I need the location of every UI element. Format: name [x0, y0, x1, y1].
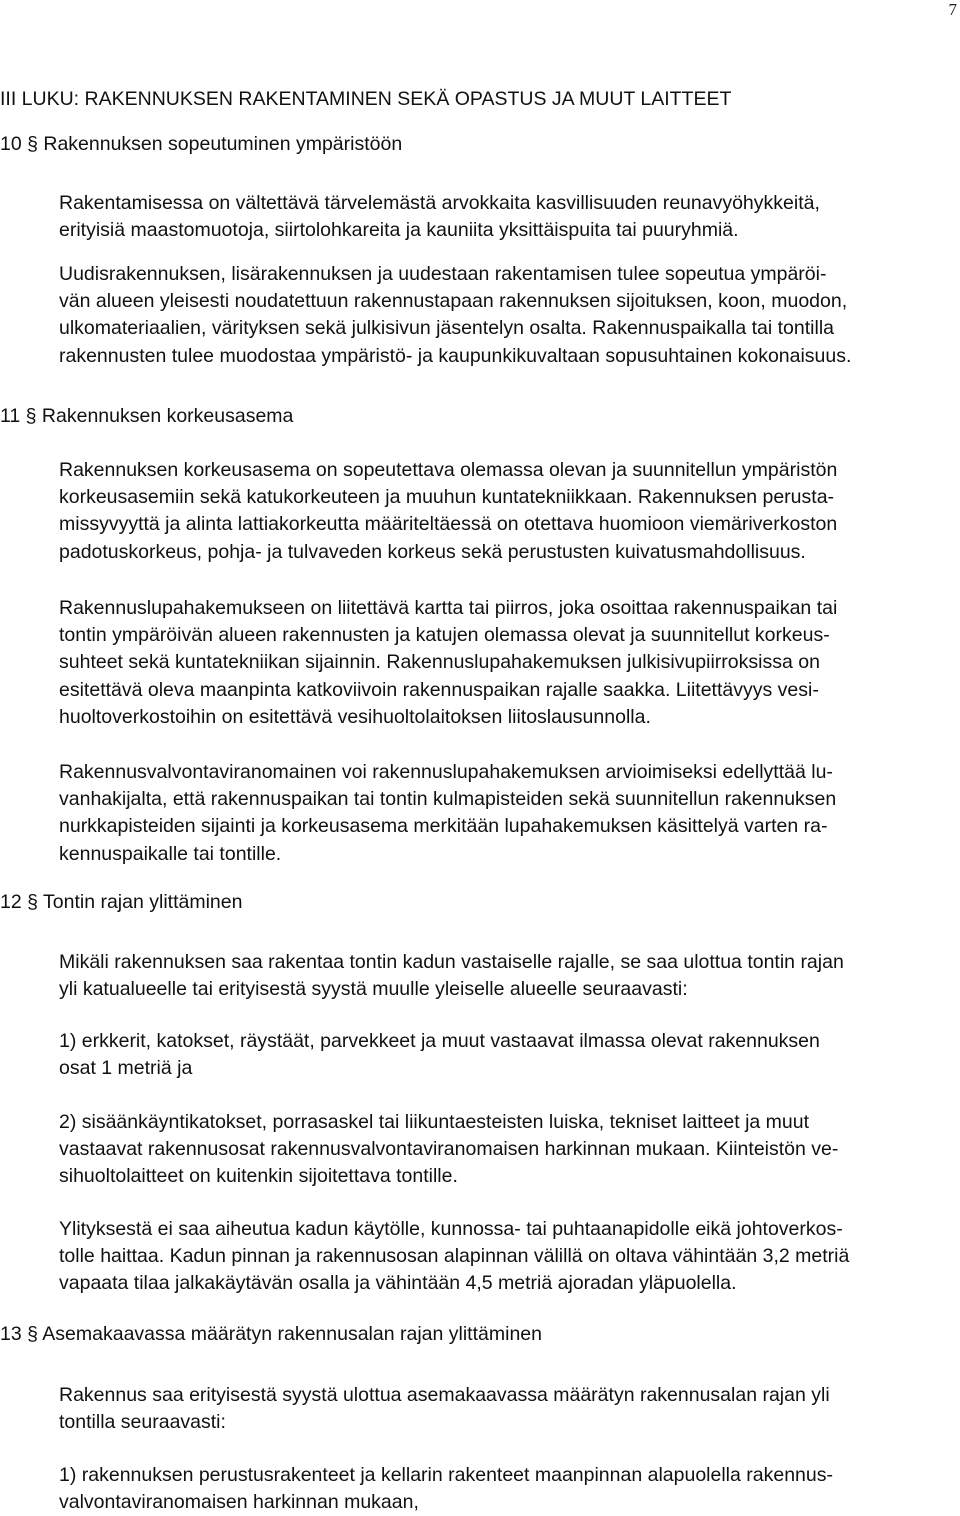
- text-line: vapaata tilaa jalkakäytävän osalla ja vähintään 4,5 metriä ajoradan yläpuolella.: [59, 1272, 737, 1295]
- section-10-paragraph-2: [59, 261, 954, 370]
- text-line: Rakennus saa erityisestä syystä ulottua asemakaavassa määrätyn rakennusalan rajan yli: [59, 1384, 830, 1406]
- text-line: padotuskorkeus, pohja- ja tulvaveden korkeus sekä perustusten kuivatusmahdollisuus.: [59, 540, 806, 563]
- text-line: vän alueen yleisesti noudatettuun rakennustapaan rakennuksen sijoituksen, koon, muodon,: [59, 290, 848, 313]
- text-line: yli katualueelle tai erityisestä syystä muulle yleiselle alueelle seuraavasti:: [59, 978, 688, 1001]
- text-line: Uudisrakennuksen, lisärakennuksen ja uudestaan rakentamisen tulee sopeutua ympäröi-: [59, 263, 827, 285]
- text-line: Rakennuslupahakemukseen on liitettävä kartta tai piirros, joka osoittaa rakennuspaikan tai: [59, 597, 838, 619]
- text-line: vastaavat rakennusosat rakennusvalvontaviranomaisen harkinnan mukaan. Kiinteistön ve-: [59, 1138, 839, 1161]
- text-line: erityisiä maastomuotoja, siirtolohkareita ja kauniita yksittäispuita tai puuryhmiä.: [59, 219, 739, 242]
- text-line: huoltoverkostoihin on esitettävä vesihuoltolaitoksen liitoslausunnolla.: [59, 705, 651, 728]
- text-line: rakennusten tulee muodostaa ympäristö- ja kaupunkikuvaltaan sopusuhtainen kokonaisuus.: [59, 344, 852, 367]
- chapter-title: III LUKU: RAKENNUKSEN RAKENTAMINEN SEKÄ OPASTUS JA MUUT LAITTEET: [0, 88, 732, 111]
- text-line: 1) rakennuksen perustusrakenteet ja kellarin rakenteet maanpinnan alapuolella rakennus-: [59, 1464, 833, 1486]
- text-line: Rakennuksen korkeusasema on sopeutettava olemassa olevan ja suunnitellun ympäristön: [59, 459, 838, 481]
- section-12-list-item-2: [59, 1109, 954, 1191]
- section-11-paragraph-3: [59, 759, 954, 868]
- text-line: valvontaviranomaisen harkinnan mukaan,: [59, 1491, 419, 1514]
- section-12-paragraph-2: [59, 1216, 954, 1298]
- section-13-paragraph-1: [59, 1382, 954, 1436]
- text-line: missyvyyttä ja alinta lattiakorkeutta määriteltäessä on otettava huomioon viemäriverkoston: [59, 513, 838, 536]
- text-line: Rakennusvalvontaviranomainen voi rakennuslupahakemuksen arvioimiseksi edellyttää lu-: [59, 761, 833, 783]
- text-line: Ylityksestä ei saa aiheutua kadun käytölle, kunnossa- tai puhtaanapidolle eikä johtoverkos-: [59, 1218, 843, 1240]
- text-line: korkeusasemiin sekä katukorkeuteen ja muuhun kuntatekniikkaan. Rakennuksen perusta-: [59, 486, 835, 509]
- text-line: tontin ympäröivän alueen rakennusten ja katujen olemassa olevat ja suunnitellut korkeus-: [59, 624, 830, 647]
- text-line: kennuspaikalle tai tontille.: [59, 842, 282, 865]
- section-13-heading: 13 § Asemakaavassa määrätyn rakennusalan rajan ylittäminen: [0, 1323, 542, 1345]
- text-line: 1) erkkerit, katokset, räystäät, parvekkeet ja muut vastaavat ilmassa olevat rakennuksen: [59, 1030, 820, 1052]
- text-line: ulkomateriaalien, värityksen sekä julkisivun jäsentelyn osalta. Rakennuspaikalla tai tontilla: [59, 317, 834, 340]
- text-line: Rakentamisessa on vältettävä tärvelemästä arvokkaita kasvillisuuden reunavyöhykkeitä,: [59, 192, 820, 214]
- section-12-paragraph-1: [59, 949, 954, 1003]
- text-line: nurkkapisteiden sijainti ja korkeusasema merkitään lupahakemuksen käsittelyä varten ra-: [59, 815, 828, 838]
- text-line: Mikäli rakennuksen saa rakentaa tontin kadun vastaiselle rajalle, se saa ulottua tontin rajan: [59, 951, 844, 973]
- text-line: vanhakijalta, että rakennuspaikan tai tontin kulmapisteiden sekä suunnitellun rakennuksen: [59, 788, 837, 811]
- section-11-paragraph-1: [59, 457, 954, 566]
- text-line: sihuoltolaitteet on kuitenkin sijoitettava tontille.: [59, 1165, 458, 1188]
- page-number: 7: [948, 0, 957, 19]
- section-10-paragraph-1: [59, 190, 954, 244]
- section-10-heading: 10 § Rakennuksen sopeutuminen ympäristöön: [0, 133, 403, 155]
- text-line: esitettävä oleva maanpinta katkoviivoin rakennuspaikan rajalle saakka. Liitettävyys vesi-: [59, 678, 819, 701]
- text-line: tontilla seuraavasti:: [59, 1411, 226, 1434]
- section-13-list-item-1: [59, 1462, 954, 1516]
- text-line: tolle haittaa. Kadun pinnan ja rakennusosan alapinnan välillä on oltava vähintään 3,2 metriä: [59, 1245, 850, 1268]
- text-line: suhteet sekä kuntatekniikan sijainnin. Rakennuslupahakemuksen julkisivupiirroksissa on: [59, 651, 820, 674]
- section-11-paragraph-2: [59, 595, 954, 731]
- section-11-heading: 11 § Rakennuksen korkeusasema: [0, 405, 294, 427]
- text-line: osat 1 metriä ja: [59, 1057, 193, 1080]
- section-12-list-item-1: [59, 1028, 954, 1082]
- text-line: 2) sisäänkäyntikatokset, porrasaskel tai liikuntaesteisten luiska, tekniset laitteet ja muut: [59, 1111, 810, 1133]
- section-12-heading: 12 § Tontin rajan ylittäminen: [0, 891, 243, 913]
